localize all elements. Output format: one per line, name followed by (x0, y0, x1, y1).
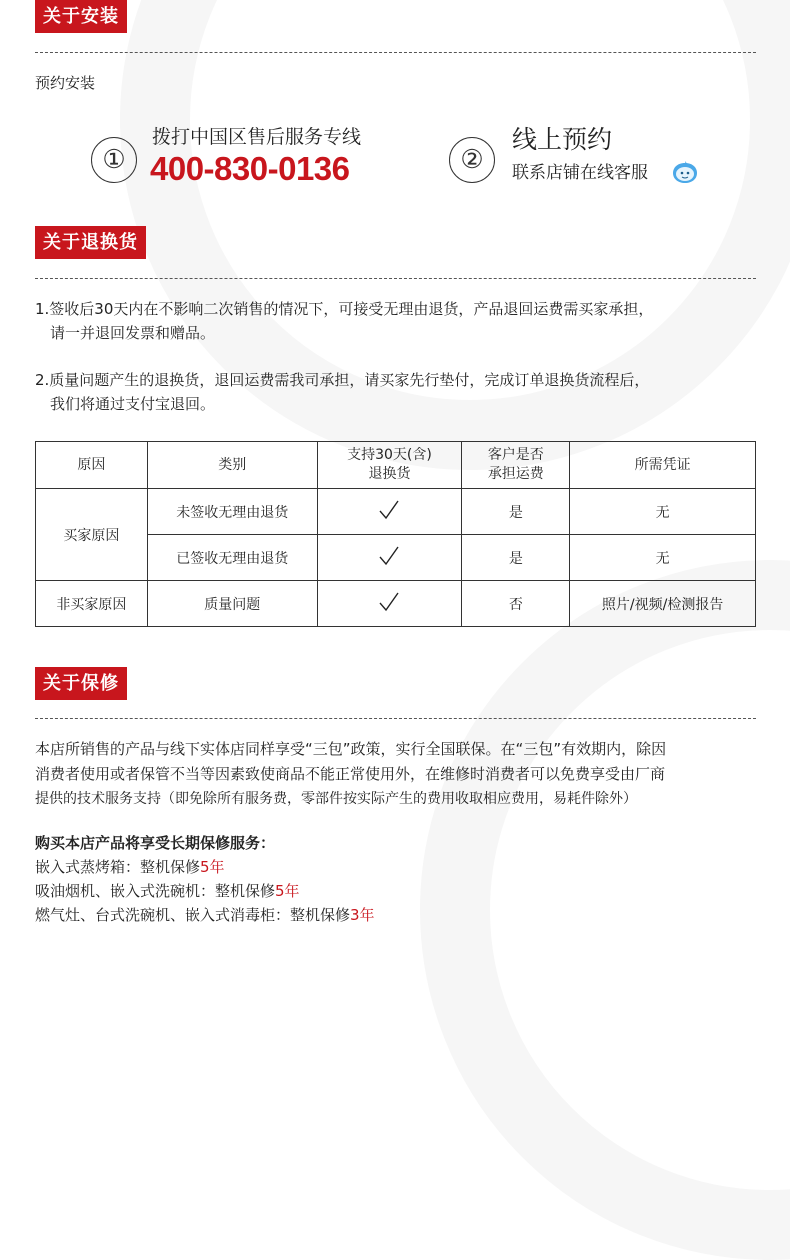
step-two-icon: ② (449, 137, 495, 183)
pays-shipping-cell: 是 (462, 535, 570, 581)
returns-paragraph-1-line-2: 请一并退回发票和赠品。 (50, 324, 216, 342)
support-cell (317, 581, 462, 627)
check-mark-icon (378, 591, 400, 613)
returns-paragraph-2-line-2: 我们将通过支付宝退回。 (50, 395, 216, 413)
column-header-customer-pays-shipping: 客户是否 承担运费 (462, 442, 570, 489)
pays-shipping-cell: 是 (462, 489, 570, 535)
category-cell: 质量问题 (147, 581, 317, 627)
section-tag-warranty: 关于保修 (35, 667, 127, 700)
warranty-item-label: 嵌入式蒸烤箱：整机保修 (35, 858, 201, 876)
column-header-category: 类别 (147, 442, 317, 489)
warranty-item-label: 燃气灶、台式洗碗机、嵌入式消毒柜：整机保修 (35, 906, 351, 924)
warranty-item-label: 吸油烟机、嵌入式洗碗机：整机保修 (35, 882, 276, 900)
reason-cell: 非买家原因 (36, 581, 148, 627)
check-mark-icon (378, 499, 400, 521)
column-header-required-proof: 所需凭证 (570, 442, 756, 489)
warranty-paragraph-line-3: 提供的技术服务支持（即免除所有服务费，零部件按实际产生的费用收取相应费用，易耗件除外） (35, 791, 637, 807)
column-header-reason: 原因 (36, 442, 148, 489)
table-row (36, 581, 756, 627)
watermark-ring-top (120, 0, 790, 470)
check-mark-icon (378, 545, 400, 567)
support-cell (317, 535, 462, 581)
watermark-ring-bottom (420, 560, 790, 1260)
warranty-paragraph-line-1: 本店所销售的产品与线下实体店同样享受“三包”政策，实行全国联保。在“三包”有效期内，除因 (35, 740, 667, 758)
online-booking-title: 线上预约 (512, 125, 613, 154)
warranty-item (35, 879, 300, 903)
pays-shipping-cell: 否 (462, 581, 570, 627)
warranty-item (35, 855, 225, 879)
divider (35, 278, 756, 279)
step-one-icon: ① (91, 137, 137, 183)
hotline-phone[interactable]: 400-830-0136 (150, 150, 350, 187)
reason-cell: 买家原因 (36, 489, 148, 581)
long-warranty-heading: 购买本店产品将享受长期保修服务： (35, 834, 276, 852)
support-cell (317, 489, 462, 535)
category-cell: 未签收无理由退货 (147, 489, 317, 535)
divider (35, 718, 756, 719)
warranty-item-years: 3年 (350, 906, 375, 924)
proof-cell: 无 (570, 489, 756, 535)
warranty-paragraph-line-2: 消费者使用或者保管不当等因素致使商品不能正常使用外，在维修时消费者可以免费享受由厂商 (35, 765, 666, 783)
table-row (36, 489, 756, 535)
column-header-30-day-support: 支持30天(含) 退换货 (317, 442, 462, 489)
section-tag-returns: 关于退换货 (35, 226, 146, 259)
returns-paragraph-2-line-1: 2.质量问题产生的退换货，退回运费需我司承担，请买家先行垫付，完成订单退换货流程后， (35, 371, 650, 389)
proof-cell: 照片/视频/检测报告 (570, 581, 756, 627)
install-heading: 预约安装 (35, 74, 96, 92)
section-tag-install: 关于安装 (35, 0, 127, 33)
divider (35, 52, 756, 53)
online-booking-subtitle[interactable]: 联系店铺在线客服 (512, 163, 648, 183)
category-cell: 已签收无理由退货 (147, 535, 317, 581)
hotline-title: 拨打中国区售后服务专线 (152, 126, 362, 148)
returns-policy-table (35, 441, 756, 627)
warranty-item-years: 5年 (275, 882, 300, 900)
proof-cell: 无 (570, 535, 756, 581)
table-header-row (36, 442, 756, 489)
warranty-item-years: 5年 (200, 858, 225, 876)
returns-paragraph-1-line-1: 1.签收后30天内在不影响二次销售的情况下，可接受无理由退货，产品退回运费需买家承担， (35, 300, 654, 318)
customer-service-chat-icon[interactable] (672, 161, 698, 185)
warranty-item (35, 903, 375, 927)
